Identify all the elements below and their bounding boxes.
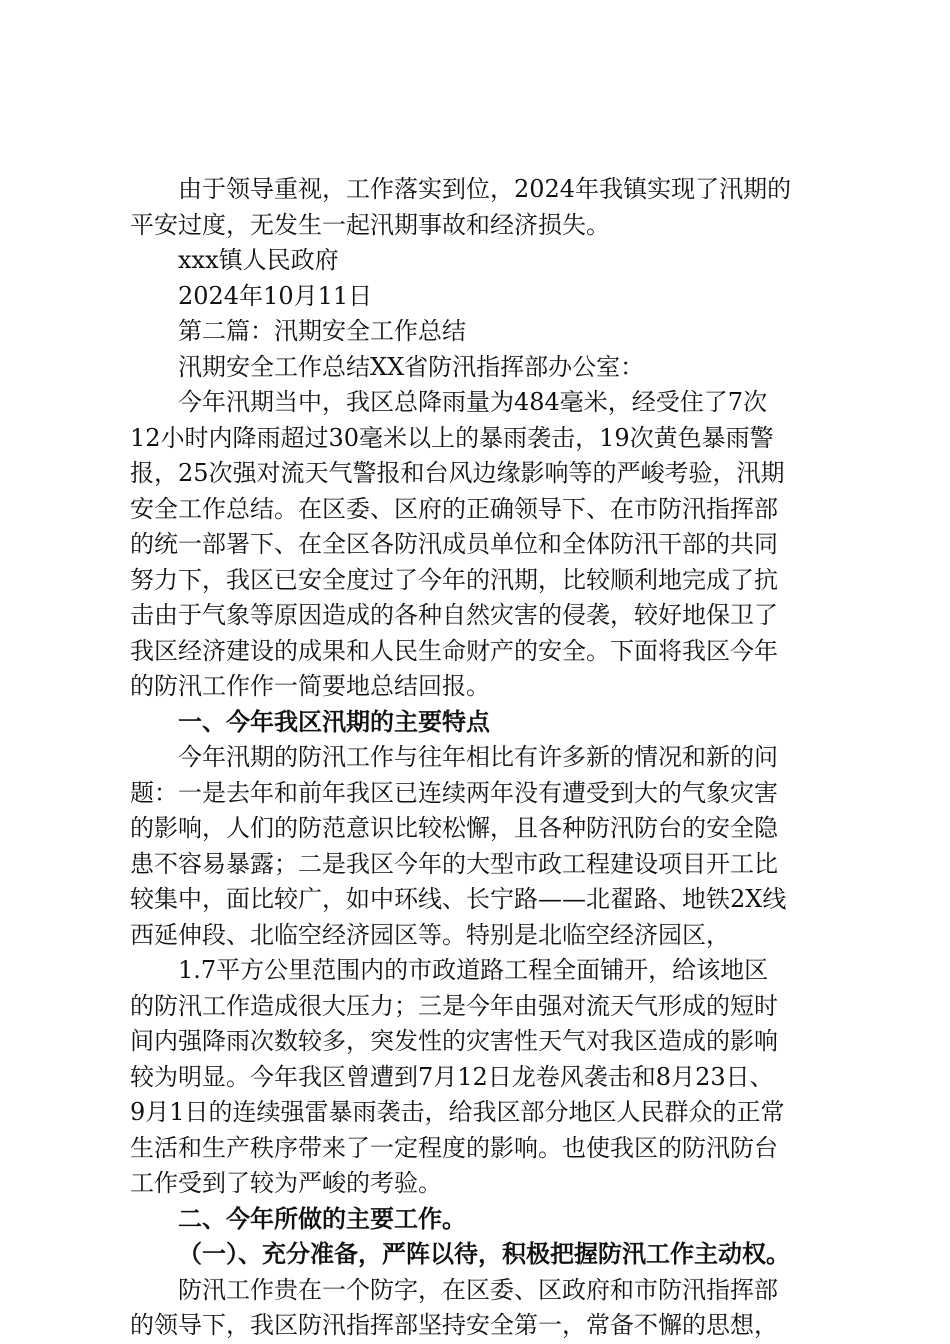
text-line: 较集中，面比较广，如中环线、长宁路——北翟路、地铁2X线	[130, 885, 787, 913]
text-line: 题：一是去年和前年我区已连续两年没有遭受到大的气象灾害	[130, 778, 778, 807]
text-line: 的领导下，我区防汛指挥部坚持安全第一，常备不懈的思想，	[130, 1311, 778, 1339]
text-line: 生活和生产秩序带来了一定程度的影响。也使我区的防汛防台	[130, 1133, 778, 1162]
document-body	[130, 172, 830, 1344]
text-line: 报，25次强对流天气警报和台风边缘影响等的严峻考验，汛期	[130, 459, 785, 487]
text-line: 防汛工作贵在一个防字，在区委、区政府和市防汛指挥部	[178, 1275, 778, 1304]
text-line: 我区经济建设的成果和人民生命财产的安全。下面将我区今年	[130, 636, 778, 665]
text-line: 的防汛工作造成很大压力；三是今年由强对流天气形成的短时	[130, 991, 778, 1020]
text-line: 1.7平方公里范围内的市政道路工程全面铺开，给该地区	[178, 956, 769, 984]
text-line: 由于领导重视，工作落实到位，2024年我镇实现了汛期的	[178, 175, 792, 203]
text-line: 工作受到了较为严峻的考验。	[130, 1169, 442, 1197]
text-line: 2024年10月11日	[178, 281, 373, 310]
text-line: 较为明显。今年我区曾遭到7月12日龙卷风袭击和8月23日、	[130, 1062, 774, 1091]
text-line: 的影响，人们的防范意识比较松懈，且各种防汛防台的安全隐	[130, 814, 778, 842]
text-line: 间内强降雨次数较多，突发性的灾害性天气对我区造成的影响	[130, 1027, 778, 1055]
section-heading: 一、今年我区汛期的主要特点	[178, 707, 490, 736]
text-line: 的统一部署下、在全区各防汛成员单位和全体防汛干部的共同	[130, 530, 778, 558]
section-heading: 二、今年所做的主要工作。	[178, 1204, 466, 1233]
text-line: 今年汛期的防汛工作与往年相比有许多新的情况和新的问	[178, 743, 778, 771]
text-line: 西延伸段、北临空经济园区等。特别是北临空经济园区，	[130, 920, 730, 949]
text-line: 患不容易暴露；二是我区今年的大型市政工程建设项目开工比	[130, 849, 778, 878]
text-line: 击由于气象等原因造成的各种自然灾害的侵袭，较好地保卫了	[130, 601, 778, 629]
text-line: 努力下，我区已安全度过了今年的汛期，比较顺利地完成了抗	[130, 565, 778, 594]
text-line: 的防汛工作作一简要地总结回报。	[130, 672, 490, 700]
text-line: 12小时内降雨超过30毫米以上的暴雨袭击，19次黄色暴雨警	[130, 423, 774, 452]
text-line: 今年汛期当中，我区总降雨量为484毫米，经受住了7次	[178, 388, 768, 416]
text-line: 9月1日的连续强雷暴雨袭击，给我区部分地区人民群众的正常	[130, 1098, 785, 1126]
section-heading: （一）、充分准备，严阵以待，积极把握防汛工作主动权。	[178, 1240, 790, 1268]
text-line: 第二篇：汛期安全工作总结	[178, 317, 466, 345]
text-line: 汛期安全工作总结XX省防汛指挥部办公室：	[178, 352, 645, 381]
text-line: xxx镇人民政府	[178, 246, 339, 274]
text-line: 平安过度，无发生一起汛期事故和经济损失。	[130, 210, 610, 239]
text-line: 安全工作总结。在区委、区府的正确领导下、在市防汛指挥部	[130, 494, 778, 523]
